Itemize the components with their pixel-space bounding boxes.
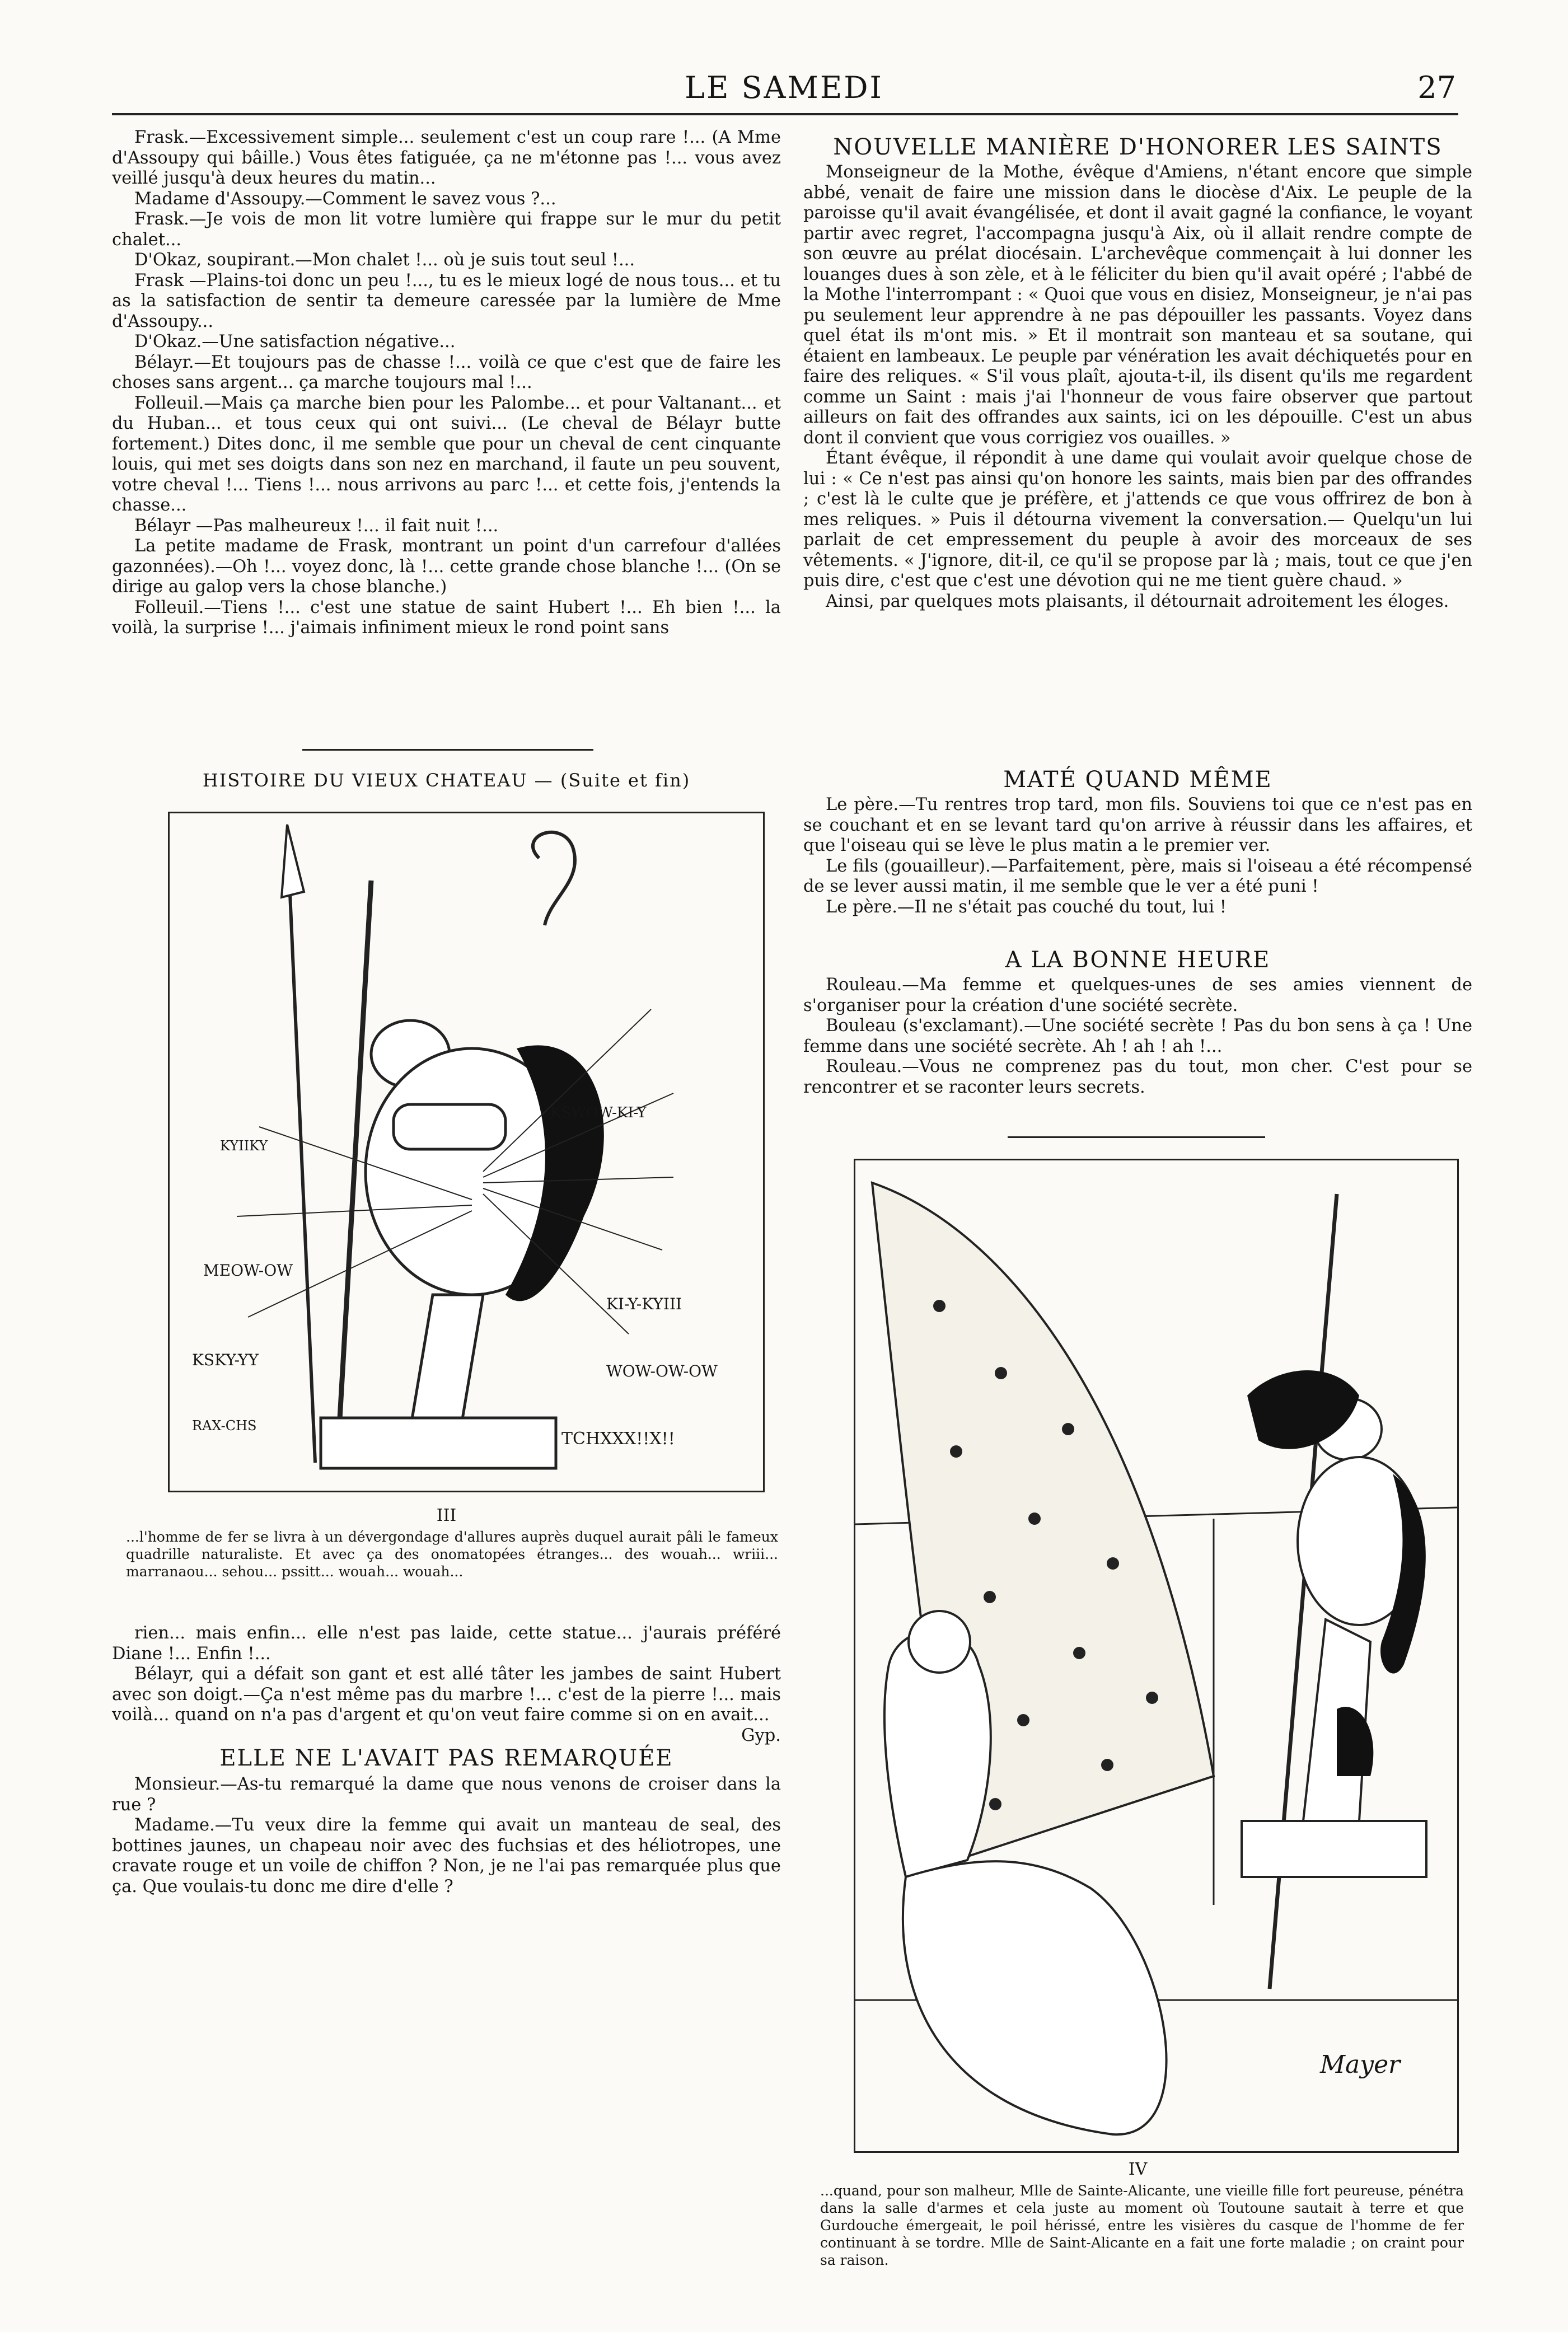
dialogue-line: La petite madame de Frask, montrant un point d'un carrefour d'allées gazonnées).—Oh !... voyez donc, là !... cette grande chose blanche !... (On se dirige au galop vers la chose blanche.) <box>112 536 781 597</box>
dialogue-line: Folleuil.—Mais ça marche bien pour les Palombe... et pour Valtanant... et du Huban... et tous ceux qui ont suivi... (Le cheval de Bélayr butte fortement.) Dites donc, il me semble que pour un cheval de cent cinquante louis, qui met ses doigts dans son nez en marchand, il faute un peu souvent, votre cheval !... Tiens !... nous arrivons au parc !... et cette fois, j'entends la chasse... <box>112 393 781 515</box>
onomatopoeia: MEOW-OW <box>203 1261 293 1280</box>
section-divider <box>302 749 593 751</box>
page-number: 27 <box>1417 70 1456 105</box>
dialogue-line: Frask —Plains-toi donc un peu !..., tu es le mieux logé de nous tous... et tu as la satisfaction de sentir ta demeure caressée par la lumière de Mme d'Assoupy... <box>112 270 781 331</box>
newspaper-title: LE SAMEDI <box>685 70 883 105</box>
paragraph: Ainsi, par quelques mots plaisants, il détournait adroitement les éloges. <box>826 591 1449 611</box>
section-divider <box>1008 1136 1265 1138</box>
dialogue-line: Monsieur.—As-tu remarqué la dame que nous venons de croiser dans la rue ? <box>112 1774 781 1815</box>
dialogue-line: Bélayr, qui a défait son gant et est allé tâter les jambes de saint Hubert avec son doigt.—Ça n'est même pas du marbre !... c'est de la pierre !... mais voilà... quand on n'a pas d'argent et qu'on veut faire comme si on en avait... <box>112 1664 781 1725</box>
dialogue-line: Le fils (gouailleur).—Parfaitement, père, mais si l'oiseau a été récompensé de se lever aussi matin, il me semble que le ver a été puni ! <box>803 856 1472 896</box>
dialogue-line: D'Okaz.—Une satisfaction négative... <box>134 332 456 352</box>
section-title: MATÉ QUAND MÊME <box>1003 767 1272 793</box>
dialogue-line: Frask.—Excessivement simple... seulement c'est un coup rare !... (A Mme d'Assoupy qui bâille.) Vous êtes fatiguée, ça ne m'étonne pas !... vous avez veillé jusqu'à deux heures du matin... <box>112 128 781 188</box>
story-title: HISTOIRE DU VIEUX CHATEAU — (Suite et fin) <box>202 770 691 791</box>
paragraph: Étant évêque, il répondit à une dame qui voulait avoir quelque chose de lui : « Ce n'est pas ainsi qu'on honore les saints, mais bien par des offrandes ; c'est là le culte que je préfère, et j'attends ce que vous offrirez de bon à mes reliques. » Puis il détourna vivement la conversation.— Quelqu'un lui parlait de cet empressement du peuple à avoir des morceaux de ses vêtements. « J'ignore, dit-il, ce qu'il se propose par là ; mais, tout ce que j'en puis dire, c'est que c'est une dévotion qui ne me tient guère chaud. » <box>803 448 1472 591</box>
illustration-old-lady-and-cat <box>854 1159 1459 2153</box>
dialogue-line: Bélayr —Pas malheureux !... il fait nuit !... <box>134 516 499 536</box>
dialogue-line: Le père.—Il ne s'était pas couché du tout, lui ! <box>826 897 1227 917</box>
onomatopoeia: TCHXXX!!X!! <box>561 1429 675 1449</box>
figure-caption: ...quand, pour son malheur, Mlle de Sainte-Alicante, une vieille fille fort peureuse, pénétra dans la salle d'armes et cela juste au moment où Toutoune sautait à terre et que Gurdouche émergeait, le poil hérissé, entre les visières du casque de l'homme de fer continuant à se tordre. Mlle de Saint-Alicante en a fait une forte maladie ; on craint pour sa raison. <box>820 2183 1464 2268</box>
figure-number: IV <box>1128 2160 1148 2179</box>
dialogue-line: Frask.—Je vois de mon lit votre lumière qui frappe sur le mur du petit chalet... <box>112 209 781 250</box>
dialogue-continuation <box>112 1623 781 1746</box>
paragraph: Monseigneur de la Mothe, évêque d'Amiens, n'étant encore que simple abbé, venait de faire une mission dans le diocèse d'Aix. Le peuple de la paroisse qu'il avait évangélisée, et dont il avait gagné la confiance, le voyant partir avec regret, l'accompagna jusqu'à Aix, où il allait rendre compte de son œuvre au prélat diocésain. L'archevêque commençait à lui donner les louanges dues à son zèle, et à le féliciter du bien qu'il avait opéré ; l'abbé de la Mothe l'interrompant : « Quoi que vous en disiez, Monseigneur, je n'ai pas pu seulement leur apprendre à ne pas dépouiller les passants. Voyez dans quel état ils m'ont mis. » Et il montrait son manteau et sa soutane, qui étaient en lambeaux. Le peuple par vénération les avait déchiquetés pour en faire des reliques. « S'il vous plaît, ajouta-t-il, ils disent qu'ils me regardent comme un Saint : mais j'ai l'honneur de vous faire observer que partout ailleurs on fait des offrandes aux saints, ici on les dépouille. C'est un abus dont il convient que vous corrigiez vos ouailles. » <box>803 162 1472 448</box>
dialogue-line: Rouleau.—Vous ne comprenez pas du tout, mon cher. C'est pour se rencontrer et se raconter leurs secrets. <box>803 1057 1472 1097</box>
dialogue-line: Bélayr.—Et toujours pas de chasse !... voilà ce que c'est que de faire les choses sans argent... ça marche toujours mal !... <box>112 352 781 392</box>
section-title: ELLE NE L'AVAIT PAS REMARQUÉE <box>219 1745 673 1771</box>
section-body <box>112 1774 781 1897</box>
illustration-knight-statue <box>168 812 765 1492</box>
dialogue-line: rien... mais enfin... elle n'est pas laide, cette statue... j'aurais préféré Diane !... Enfin !... <box>112 1623 781 1664</box>
onomatopoeia: WOW-OW-OW <box>606 1362 718 1380</box>
figure-number: III <box>436 1506 457 1525</box>
section-title: A LA BONNE HEURE <box>1005 947 1271 973</box>
onomatopoeia: KSWOW-KI-Y <box>550 1104 647 1121</box>
section-body <box>803 795 1472 917</box>
onomatopoeia: KI-Y-KYIII <box>606 1295 682 1313</box>
dialogue-line: Madame.—Tu veux dire la femme qui avait un manteau de seal, des bottines jaunes, un chapeau noir avec des fuchsias et des héliotropes, une cravate rouge et un voile de chiffon ? Non, je ne l'ai pas remarquée plus que ça. Que voulais-tu donc me dire d'elle ? <box>112 1815 781 1896</box>
artist-signature: Mayer <box>1320 2050 1401 2079</box>
onomatopoeia: KSKY-YY <box>192 1351 259 1369</box>
dialogue-line: Rouleau.—Ma femme et quelques-unes de ses amies viennent de s'organiser pour la création d'une société secrète. <box>803 975 1472 1015</box>
section-body <box>803 162 1472 612</box>
section-title: NOUVELLE MANIÈRE D'HONORER LES SAINTS <box>833 134 1443 160</box>
dialogue-line: Folleuil.—Tiens !... c'est une statue de saint Hubert !... Eh bien !... la voilà, la surprise !... j'aimais infiniment mieux le rond point sans <box>112 597 781 638</box>
header-rule <box>112 113 1458 115</box>
salle-d-armes-drawing <box>855 1160 1457 2151</box>
onomatopoeia: KYIIKY <box>220 1138 268 1154</box>
dialogue-line: Madame d'Assoupy.—Comment le savez vous ?... <box>134 189 556 209</box>
dialogue-line: D'Okaz, soupirant.—Mon chalet !... où je suis tout seul !... <box>134 250 635 270</box>
figure-caption: ...l'homme de fer se livra à un dévergondage d'allures auprès duquel aurait pâli le fameux quadrille naturaliste. Et avec ça des onomatopées étranges... des wouah... wriii... marranaou... sehou... pssitt... wouah... wouah... <box>126 1529 778 1580</box>
onomatopoeia: RAX-CHS <box>192 1418 257 1434</box>
dialogue-line: Le père.—Tu rentres trop tard, mon fils. Souviens toi que ce n'est pas en se couchant et en se levant tard qu'on arrive à réussir dans les affaires, et que l'oiseau qui se lève le plus matin a le premier ver. <box>803 795 1472 855</box>
author-signature: Gyp. <box>741 1725 781 1745</box>
section-body <box>803 975 1472 1098</box>
dialogue-block <box>112 128 781 639</box>
dialogue-line: Bouleau (s'exclamant).—Une société secrète ! Pas du bon sens à ça ! Une femme dans une société secrète. Ah ! ah ! ah !... <box>803 1016 1472 1056</box>
